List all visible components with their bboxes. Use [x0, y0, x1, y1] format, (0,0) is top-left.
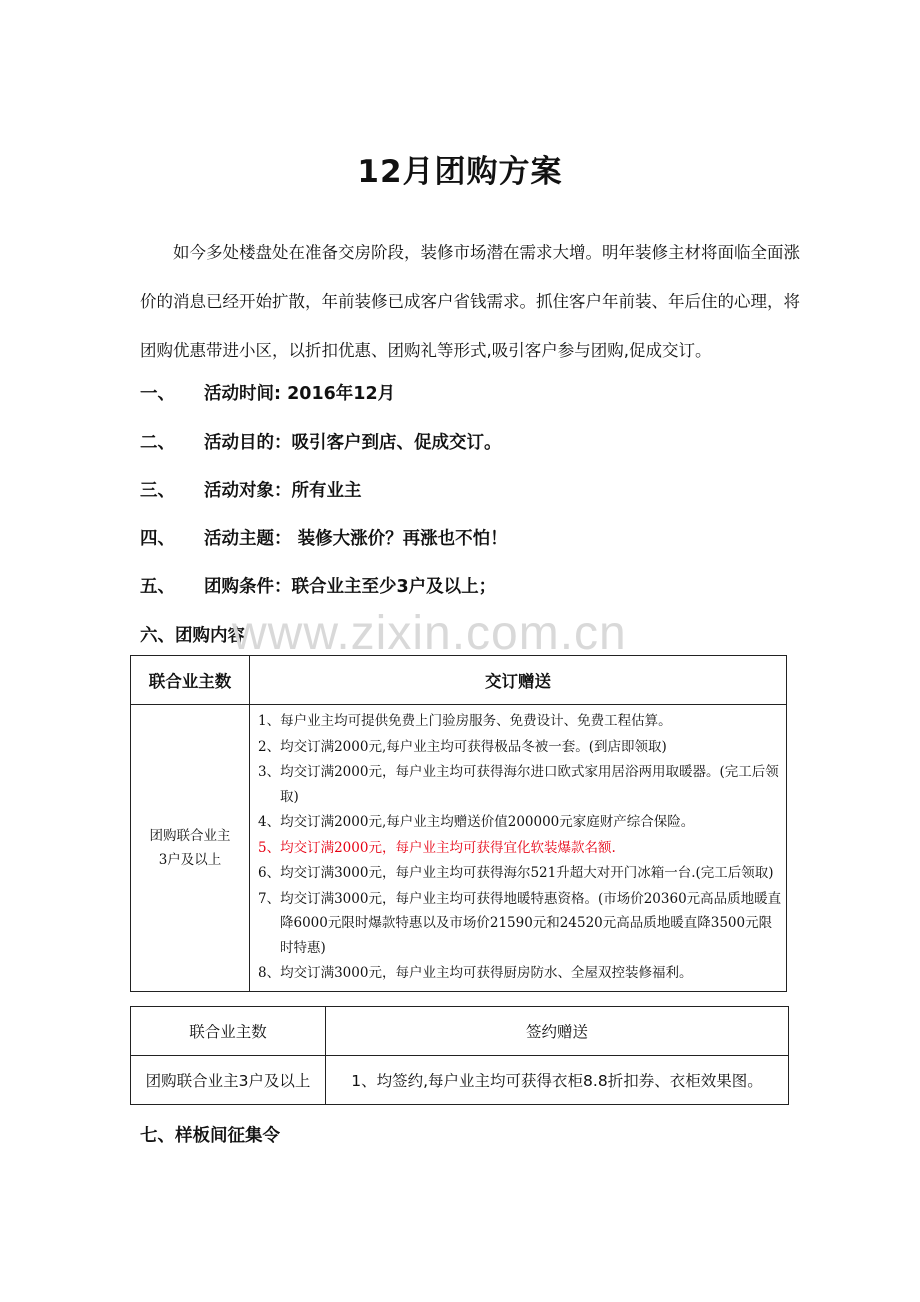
owner-count-cell: 团购联合业主3户及以上 [131, 1056, 326, 1105]
intro-line: 如今多处楼盘处在准备交房阶段，装修市场潜在需求大增。明年装修主材将面临全面涨 [173, 243, 800, 262]
section-number: 七、 [140, 1126, 175, 1146]
section-text: 活动目的：吸引客户到店、促成交订。 [204, 433, 502, 453]
section-number: 二、 [140, 433, 175, 453]
header-owner-count: 联合业主数 [131, 656, 250, 705]
section-text: 团购内容 [175, 626, 245, 646]
section-text: 团购条件：联合业主至少3户及以上； [204, 577, 497, 597]
intro-line: 团购优惠带进小区，以折扣优惠、团购礼等形式,吸引客户参与团购,促成交订。 [140, 341, 712, 360]
section-number: 五、 [140, 577, 175, 597]
section-number: 一、 [140, 384, 175, 404]
page-title: 12月团购方案 [357, 154, 563, 190]
gift-item-highlighted: 5、均交订满2000元，每户业主均可获得宜化软装爆款名额. [258, 839, 616, 856]
owner-count-cell [131, 705, 250, 992]
section-heading-conditions [140, 573, 496, 598]
section-number: 六、 [140, 626, 175, 646]
section-heading-content [140, 622, 245, 647]
gift-list-cell [250, 705, 787, 992]
table-row [131, 1056, 789, 1105]
owner-count-line: 团购联合业主 [149, 827, 231, 844]
table-header-row [131, 656, 787, 705]
section-heading-theme [140, 525, 508, 550]
table-header-row [131, 1007, 789, 1056]
intro-paragraph [140, 228, 800, 375]
section-heading-showroom [140, 1122, 280, 1147]
deposit-gift-table [130, 655, 787, 992]
section-number: 四、 [140, 529, 175, 549]
section-text: 活动主题： 装修大涨价？再涨也不怕！ [204, 529, 508, 549]
section-text: 活动对象：所有业主 [204, 481, 362, 501]
gift-item: 3、均交订满2000元，每户业主均可获得海尔进口欧式家用居浴两用取暖器。(完工后领取) [258, 764, 779, 805]
table-row [131, 705, 787, 992]
signing-gift-cell: 1、均签约,每户业主均可获得衣柜8.8折扣券、衣柜效果图。 [326, 1056, 789, 1105]
owner-count-line: 3户及以上 [158, 851, 222, 868]
gift-item: 4、均交订满2000元,每户业主均赠送价值200000元家庭财产综合保险。 [258, 814, 695, 830]
intro-line: 价的消息已经开始扩散，年前装修已成客户省钱需求。抓住客户年前装、年后住的心理，将 [140, 292, 800, 311]
header-signing-gift: 签约赠送 [326, 1007, 789, 1056]
section-heading-time [140, 380, 395, 405]
section-text: 活动时间: 2016年12月 [204, 384, 396, 404]
gift-item: 6、均交订满3000元，每户业主均可获得海尔521升超大对开门冰箱一台.(完工后领取) [258, 865, 774, 881]
gift-item: 1、每户业主均可提供免费上门验房服务、免费设计、免费工程估算。 [258, 713, 672, 729]
signing-gift-table [130, 1006, 789, 1105]
section-heading-purpose [140, 429, 502, 454]
gift-item: 7、均交订满3000元，每户业主均可获得地暖特惠资格。(市场价20360元高品质地暖直降6000元限时爆款特惠以及市场价21590元和24520元高品质地暖直降3500元限时特惠) [258, 890, 782, 956]
section-text: 样板间征集令 [175, 1126, 280, 1146]
gift-item: 8、均交订满3000元，每户业主均可获得厨房防水、全屋双控装修福利。 [258, 965, 693, 981]
gift-item: 2、均交订满2000元,每户业主均可获得极品冬被一套。(到店即领取) [258, 738, 667, 755]
section-number: 三、 [140, 481, 175, 501]
header-deposit-gift: 交订赠送 [250, 656, 787, 705]
watermark: www.zixin.com.cn [232, 607, 627, 660]
section-heading-target [140, 477, 362, 502]
header-owner-count: 联合业主数 [131, 1007, 326, 1056]
